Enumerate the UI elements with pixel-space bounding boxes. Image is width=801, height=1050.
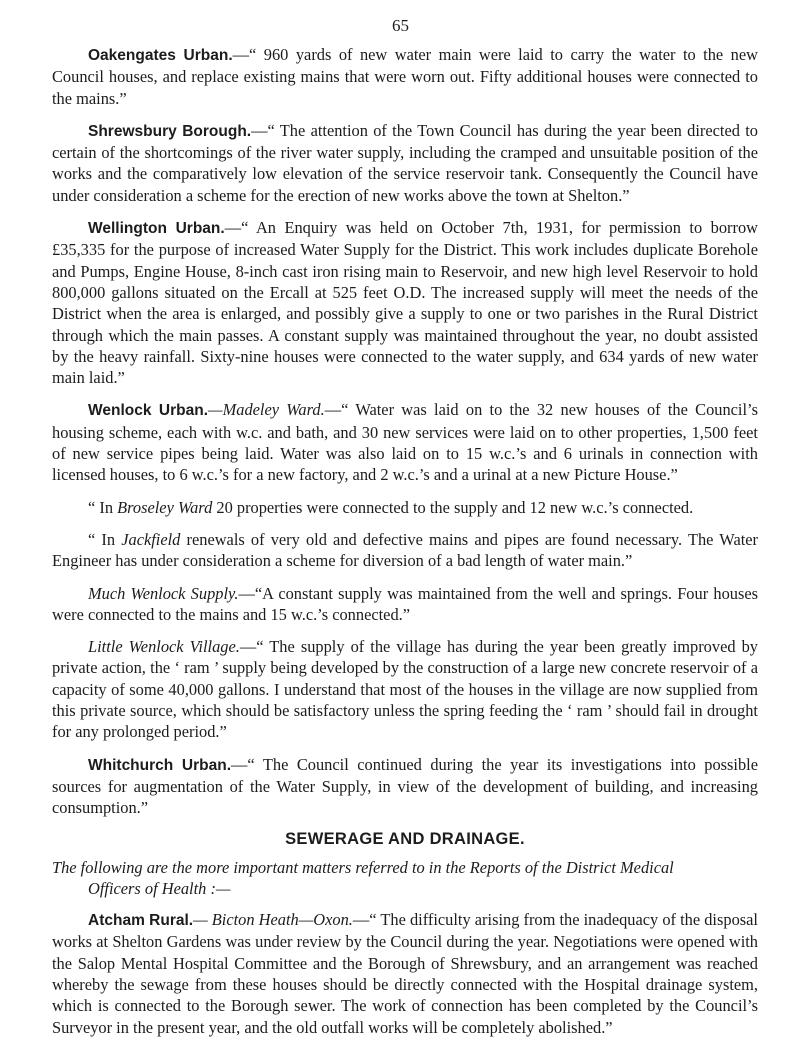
heading-wellington: Wellington Urban. [88, 220, 225, 238]
place-little-wenlock: Little Wenlock Village. [88, 637, 240, 657]
text-broseley: 20 properties were connected to the supply and 12 new w.c.’s connected. [212, 497, 694, 517]
subheading-bicton: — Bicton Heath—Oxon. [193, 910, 353, 930]
paragraph-much-wenlock [52, 583, 758, 626]
heading-whitchurch: Whitchurch Urban. [88, 756, 232, 774]
paragraph-little-wenlock [52, 636, 758, 742]
heading-atcham: Atcham Rural. [88, 912, 194, 930]
text-little-wenlock: —“ The supply of the village has during the year been greatly improved by private action, the ‘ ram ’ supply being developed by the construction of a large new concrete reservoir of a capacity of some 40,000 gallons. I understand that most of the houses in the village are now supplied from this private source, which should be satisfactory unless the spring feeding the ‘ ram ’ should fail in drought for any prolonged period.” [52, 637, 758, 742]
subheading-madeley: —Madeley Ward. [208, 400, 325, 420]
page-number: 65 [392, 16, 409, 35]
place-jackfield: Jackfield [121, 529, 181, 549]
section-title: SEWERAGE AND DRAINAGE. [285, 829, 525, 848]
section-note-line1: The following are the more important matters referred to in the Reports of the District Medical [52, 857, 674, 877]
heading-shrewsbury: Shrewsbury Borough. [88, 122, 252, 140]
paragraph-wenlock [52, 399, 758, 485]
page-content [52, 44, 758, 1049]
text-atcham: —“ The difficulty arising from the inadequacy of the disposal works at Shelton Gardens was under review by the Council during the year. Negotiations were opened with the Salop Mental Hospital Committee and the Borough of Shrewsbury, and an arrangement was reached whereby the sewage from these houses should be directly connected with the Hospital drainage system, which is connected to the Borough sewer. The work of connection has been completed by the Council’s Surveyor in the present year, and the old outfall works will be completely abolished.” [52, 910, 758, 1037]
text-jackfield: renewals of very old and defective mains and pipes are found necessary. The Water Engineer has under consideration a scheme for diversion of a bad length of water main.” [52, 529, 759, 571]
paragraph-jackfield [52, 529, 758, 572]
text-wellington: —“ An Enquiry was held on October 7th, 1931, for permission to borrow £35,335 for the purpose of increased Water Supply for the District. This work includes duplicate Borehole and Pumps, Engine House, 8-inch cast iron rising main to Reservoir, and new high level Reservoir to hold 800,000 gallons situated on the Ercall at 525 feet O.D. The increased supply will meet the needs of the District when the area is enlarged, and possibly give a supply to one or two parishes in the Rural District through which the main passes. A constant supply was maintained throughout the year, no doubt assisted by the heavy rainfall. Sixty-nine houses were connected to the water supply, and 634 yards of new water main laid.” [52, 218, 758, 388]
place-much-wenlock: Much Wenlock Supply. [88, 583, 239, 603]
paragraph-whitchurch [52, 754, 758, 819]
paragraph-atcham [52, 909, 758, 1038]
text-wenlock: —“ Water was laid on to the 32 new houses of the Council’s housing scheme, each with w.c. and bath, and 30 new services were laid on to other properties, 1,500 feet of new service pipes being laid. Water was also laid on to 15 w.c.’s and 6 urinals in connection with licensed houses, to 6 w.c.’s for a new factory, and 2 w.c.’s and a urinal at a new Picture House.” [52, 400, 758, 485]
place-broseley: Broseley Ward [117, 497, 213, 517]
text-shrewsbury: —“ The attention of the Town Council has during the year been directed to certain of the shortcomings of the river water supply, including the cramped and unsuitable position of the works and the comparatively low elevation of the service reservoir tank. Consequently the Council have under consideration a scheme for the erection of new works above the town at Shelton.” [52, 120, 758, 205]
paragraph-oakengates [52, 44, 758, 109]
jackfield-pre: “ In [88, 529, 122, 549]
paragraph-shrewsbury [52, 120, 758, 206]
heading-oakengates: Oakengates Urban. [88, 47, 233, 64]
section-note-line2: Officers of Health :— [88, 878, 231, 898]
text-oakengates: —“ 960 yards of new water main were laid to carry the water to the new Council houses, and replace existing mains that were worn out. Fifty additional houses were connected to the mains.” [52, 45, 758, 108]
broseley-pre: “ In [88, 497, 118, 517]
text-much-wenlock: —“A constant supply was maintained from the well and springs. Four houses were connected to the mains and 15 w.c.’s connected.” [52, 583, 758, 624]
section-note [52, 857, 758, 900]
paragraph-broseley [52, 497, 758, 518]
paragraph-wellington [52, 217, 758, 388]
text-whitchurch: —“ The Council continued during the year its investigations into possible sources for augmentation of the Water Supply, in view of the development of building, and increasing consumption.” [52, 754, 758, 818]
heading-wenlock: Wenlock Urban. [88, 402, 209, 420]
